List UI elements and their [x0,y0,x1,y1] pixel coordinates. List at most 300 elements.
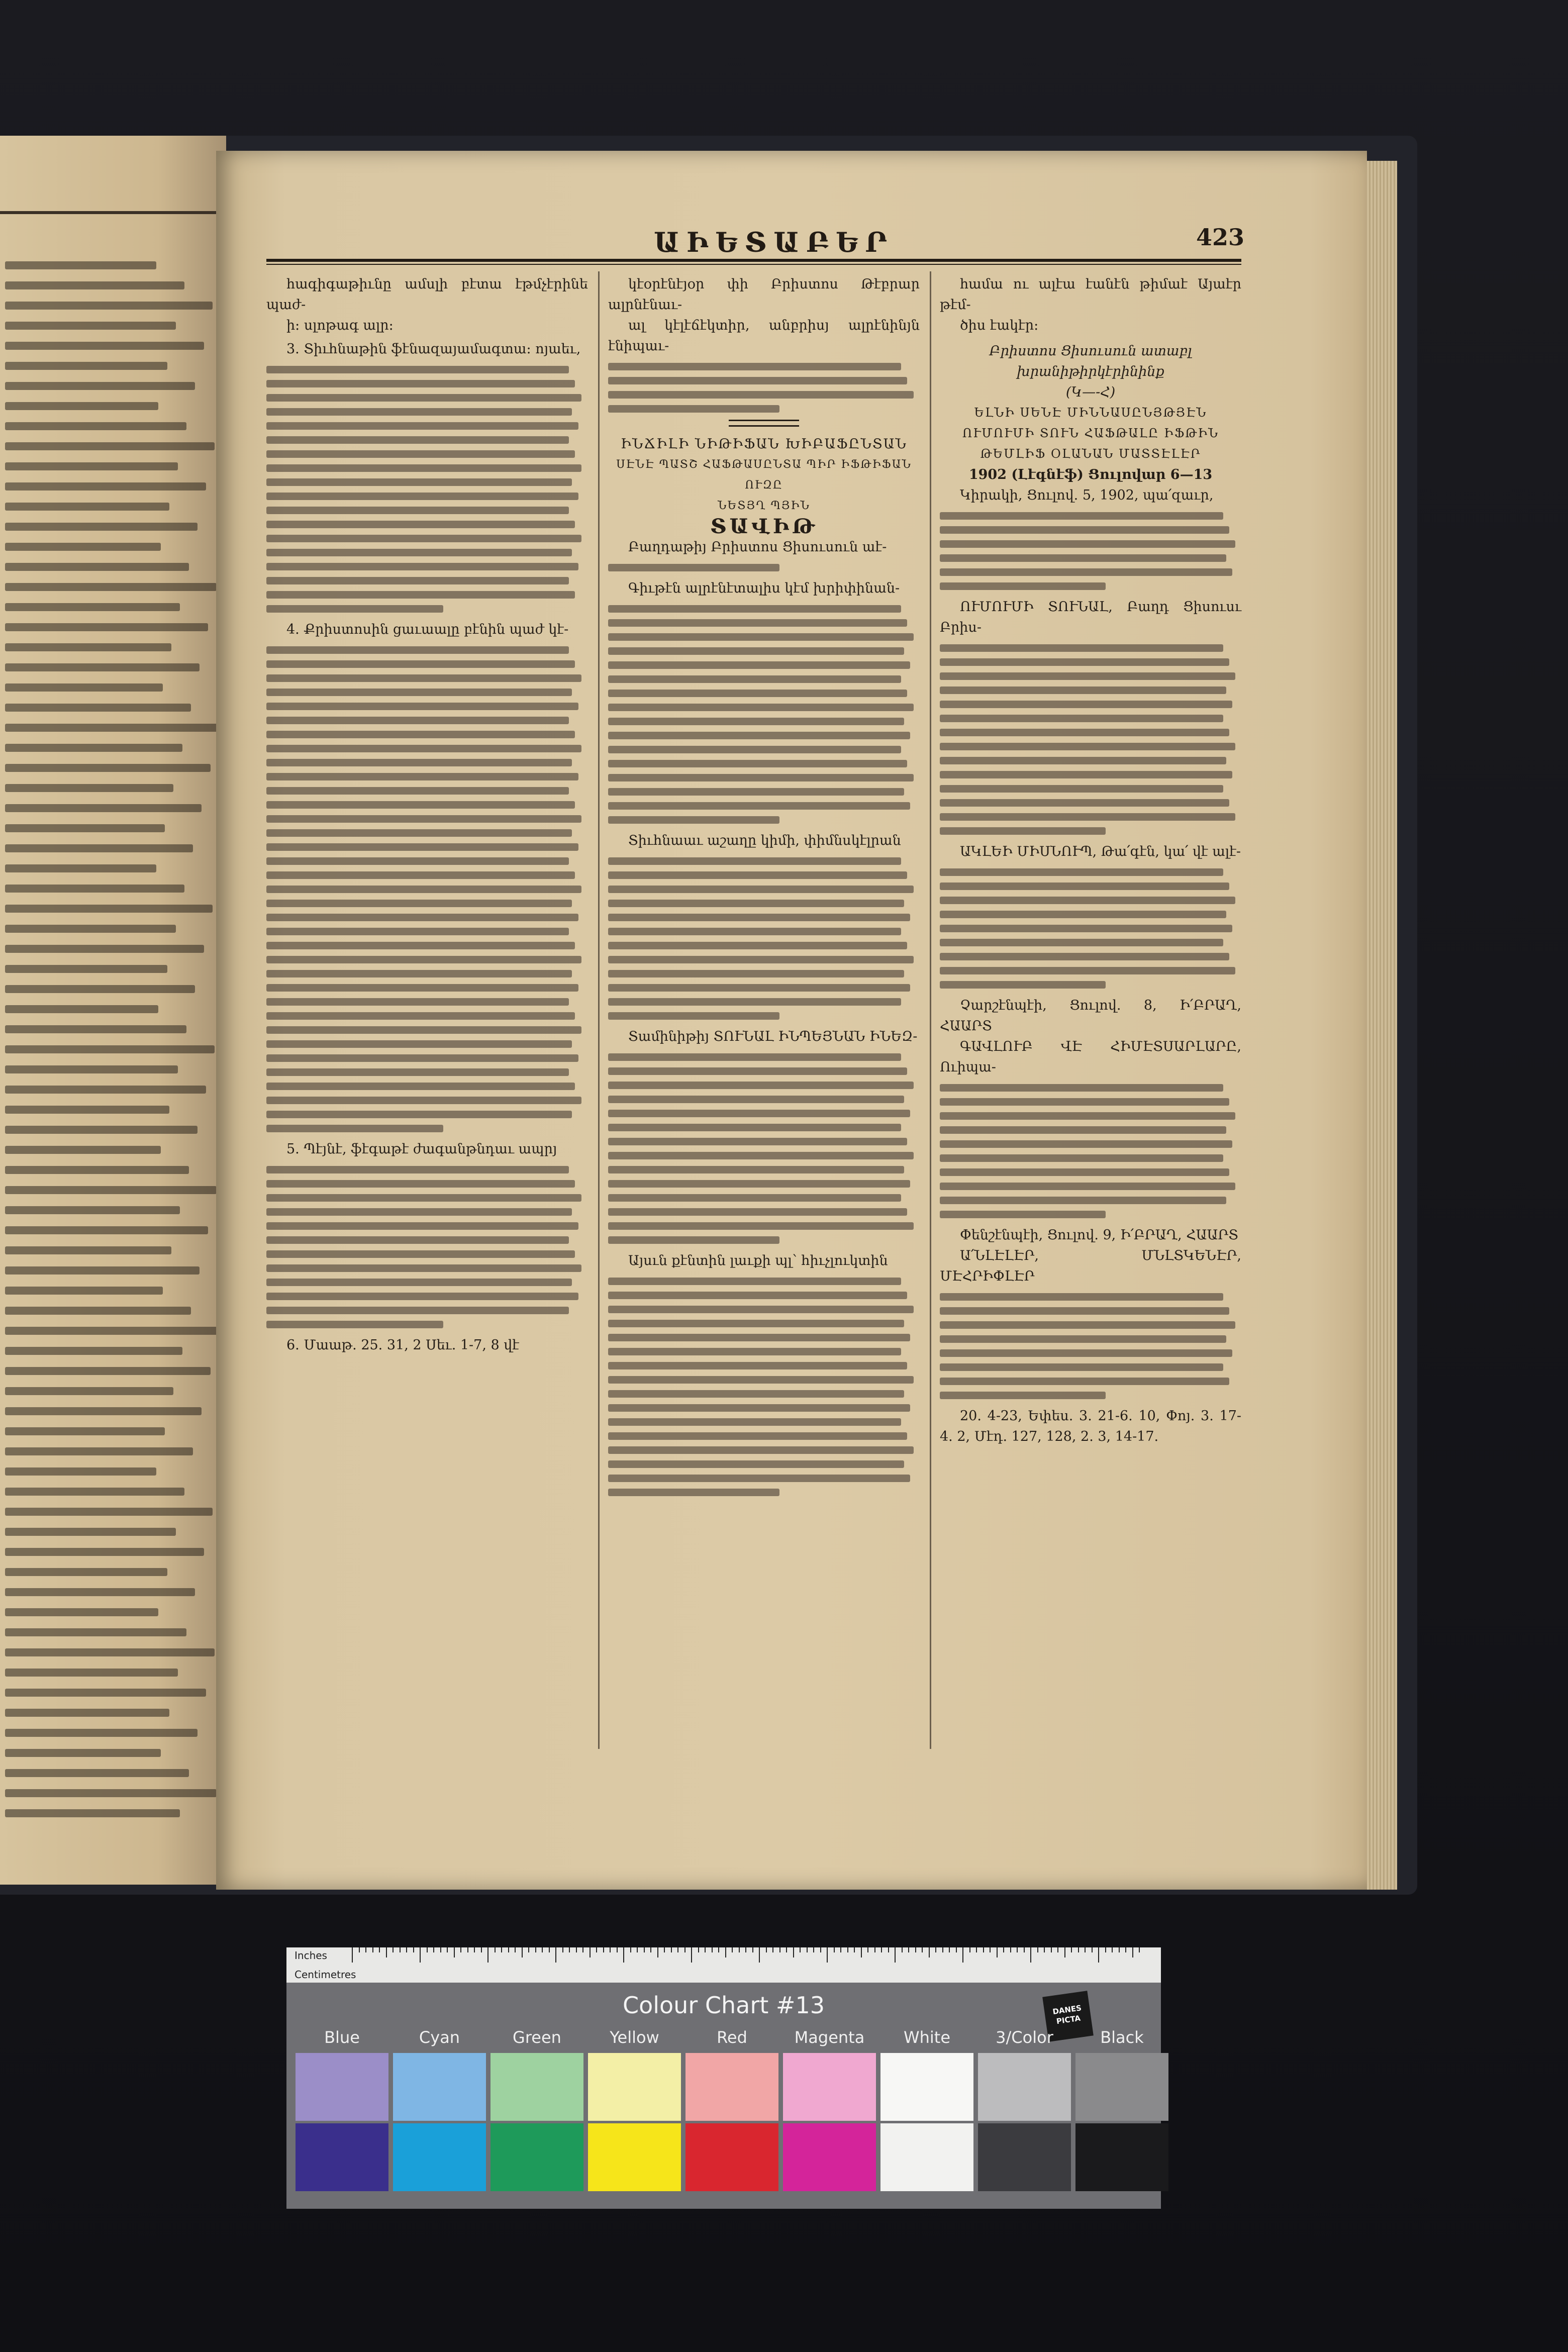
text-line [940,981,1106,989]
header-rule [266,259,1241,262]
text-line [266,829,572,837]
text-line [608,788,904,796]
text-line [5,1769,189,1777]
header-rule-thin [266,264,1241,265]
text-line [266,1293,578,1300]
ruler-tick [630,1947,631,1952]
text-line [608,647,904,655]
body-text-block [608,857,920,1020]
text-line [5,1648,215,1656]
text-line [266,1307,569,1314]
text-line [5,704,191,712]
running-title: ԱԻԵՏԱԲԵՐ [653,226,895,258]
ruler-tick [1051,1947,1052,1952]
text-line [5,482,206,491]
ruler-tick [1003,1947,1004,1952]
swatch-light [1075,2053,1168,2121]
text-line [940,757,1226,764]
body-text-block [266,1166,588,1328]
ruler-tick [623,1947,624,1963]
text-line [608,1320,904,1327]
ruler-tick [915,1947,916,1952]
text-line [5,523,198,531]
text-line [5,503,169,511]
swatch-light [978,2053,1071,2121]
ruler-tick [569,1947,570,1952]
text-line [5,1126,198,1134]
text-line [266,464,581,472]
text-line [266,450,575,458]
text-line [266,563,578,570]
text-line [266,646,569,654]
text-line [608,1404,910,1412]
text-line [5,1508,213,1516]
text-line [5,1709,169,1717]
ruler-tick [528,1947,529,1952]
swatch-dark [880,2123,973,2191]
text-line [608,1362,907,1369]
text-line [5,1588,195,1596]
text-line [266,478,572,486]
swatch-label: 3/Color [996,2028,1053,2047]
text-line [5,1467,156,1476]
ruler-tick [1017,1947,1018,1952]
text-line [608,1180,910,1188]
text-line [266,970,572,977]
text-line [266,857,569,865]
text-line [266,1097,581,1104]
text-line [608,1334,910,1341]
paragraph: Փենշէնպէի, Ցուլով. 9, Ի՛ԲՐԱՂ, ՀԱԱՐՏ [960,1227,1239,1243]
text-line [266,591,575,599]
text-line [608,1110,910,1117]
swatch-label: Yellow [610,2028,659,2047]
body-text-block [940,1293,1241,1399]
logo-text: DANES PICTA [1052,2003,1082,2026]
text-line [608,1418,901,1426]
swatch-light [393,2053,486,2121]
body-text-block [266,366,588,613]
text-line [266,731,575,738]
text-line [608,1475,910,1482]
ruler-tick [888,1947,889,1952]
text-line [940,687,1226,694]
text-line [608,1012,779,1020]
text-line [940,1363,1223,1371]
ruler-tick [956,1947,957,1952]
ruler-tick [725,1947,726,1957]
text-line [940,953,1229,960]
ruler-tick [576,1947,577,1952]
ruler-tick [1010,1947,1011,1952]
ruler-cm-label: Centimetres [295,1969,356,1981]
text-line [266,436,569,444]
ruler-tick [637,1947,638,1952]
text-line [608,633,914,641]
swatch-dark [783,2123,876,2191]
section-subtitle: խրանիթիրկէրինինք [1017,364,1164,379]
swatch-light [783,2053,876,2121]
ruler-tick [400,1947,401,1952]
text-line [5,362,167,370]
text-line [940,582,1106,590]
text-line [266,577,569,584]
ruler-tick [359,1947,360,1952]
swatch-light [880,2053,973,2121]
swatch-label: Cyan [419,2028,460,2047]
text-line [940,1293,1223,1301]
text-line [266,956,581,963]
ruler-tick [922,1947,923,1952]
text-line [266,815,581,823]
text-line [608,956,914,963]
text-line [266,1321,443,1328]
text-line [5,965,167,973]
text-line [940,644,1223,652]
text-line [266,717,569,724]
section-heading: ԻՆՃԻԼԻ ՆԻԹԻՖԱՆ ԽԻԲԱՖԸՆՏԱՆ [621,436,907,452]
text-line [608,363,901,370]
ruler-tick [976,1947,977,1952]
text-line [608,690,907,697]
left-page [0,136,226,1885]
page-number: 423 [1196,224,1245,251]
text-line [266,914,578,921]
text-line [5,462,178,470]
text-line [940,925,1232,932]
text-line [5,1045,215,1053]
text-line [5,1488,184,1496]
text-line [940,540,1235,548]
column-divider [598,271,600,1749]
ruler-tick [997,1947,998,1957]
text-line [5,1407,202,1415]
text-line [608,1194,901,1202]
ruler-tick [779,1947,780,1952]
text-line [266,843,578,851]
text-line [940,785,1223,793]
paragraph: 4. Քրիստոսին ցաւաալը բէնին պաժ կէ- [286,622,569,637]
text-line [5,784,173,792]
ruler-tick [1037,1947,1038,1952]
text-line [5,1186,217,1194]
text-line [608,732,910,739]
text-line [266,1208,572,1216]
text-line [5,925,176,933]
text-line [5,382,195,390]
text-line [266,493,578,500]
text-line [266,1054,578,1062]
date-range: 1902 (Լէգնէֆ) Ցուլովար 6—13 [968,467,1213,482]
body-text-block [608,1053,920,1244]
ruler-tick [935,1947,936,1952]
text-line [266,1236,569,1244]
text-line [608,1432,907,1440]
text-line [940,568,1232,576]
text-line [266,1250,575,1258]
body-text-block [940,868,1241,989]
text-line [940,554,1226,562]
text-line [266,422,578,430]
text-line [940,1211,1106,1218]
ruler-tick [1119,1947,1120,1952]
ruler-tick [420,1947,421,1963]
paragraph: Կիրակի, Ցուլով. 5, 1902, պա՛զաւր, [960,487,1214,503]
ruler-tick [1132,1947,1133,1957]
ruler-tick [786,1947,787,1952]
text-line [608,1306,914,1313]
ruler-tick [447,1947,448,1952]
ruler-tick [508,1947,509,1952]
text-line [940,827,1106,835]
ruler-tick [474,1947,475,1952]
ruler-tick [1071,1947,1072,1952]
text-line [266,1068,569,1076]
ruler-tick [487,1947,488,1963]
text-line [266,521,575,528]
ruler-tick [379,1947,380,1952]
text-line [5,643,171,651]
column-divider [930,271,931,1749]
section-heading: ՈՒՄՈՒՄԻ ՏՈՒՆ ՀԱՖԹԱԼԸ ԻՖԹԻՆ [962,426,1219,440]
ruler-tick [501,1947,502,1952]
ruler-tick [732,1947,733,1952]
text-line [608,564,779,571]
swatch-label: Red [717,2028,747,2047]
ruler-tick [352,1947,353,1963]
text-line [608,1208,907,1216]
ruler-tick [542,1947,543,1952]
section-subtitle: (Կ—-Հ) [1065,384,1116,400]
text-line [940,1378,1229,1385]
ruler-tick [949,1947,950,1952]
text-line [608,942,907,949]
text-line [940,1084,1223,1092]
ruler-tick [820,1947,821,1952]
text-line [608,1222,914,1230]
ruler-tick [861,1947,862,1957]
paragraph: ալ կէլէճէկտիր, անբրիսյ ալրէնինյն էնիպաւ- [608,318,920,354]
ruler-tick [406,1947,407,1952]
text-line [266,660,575,668]
body-text-block [940,512,1241,590]
text-line [608,816,779,824]
text-line [266,886,581,893]
paragraph: Այսւն քէնտին լաւքի պլ՝ հիւչլուկտին [628,1253,888,1268]
section-subheading: ՍԷՆԷ ՊԱՏՇ ՀԱՖԹԱՍԸՆՏԱ ՊԻՐ ԻՖԹԻՖԱՆ ՈՒԶԸ [616,458,912,492]
text-line [608,928,901,935]
paragraph: ՈՒՄՈՒՄԻ ՏՈՒՆԱԼ, Բաղդ Ցիսուսւ Բրիս- [940,599,1241,635]
ruler-tick [759,1947,760,1963]
text-line [940,743,1235,750]
ruler-tick [800,1947,801,1952]
text-line [5,1005,158,1013]
ruler-tick [549,1947,550,1952]
ruler-tick [1105,1947,1106,1952]
body-text-block [608,564,920,571]
ruler-tick [834,1947,835,1952]
ruler-tick [1030,1947,1031,1963]
text-line [5,1427,165,1435]
text-line [608,704,914,711]
text-line [5,1065,178,1073]
ruler-tick [677,1947,678,1952]
text-line [266,928,569,935]
text-line [5,1307,191,1315]
ruler-tick [644,1947,645,1952]
text-line [5,1146,161,1154]
ruler-tick [874,1947,875,1952]
swatch-label: Blue [324,2028,360,2047]
ruler-tick [1112,1947,1113,1952]
text-line [266,394,581,402]
swatch-dark [685,2123,778,2191]
text-line [266,1222,578,1230]
text-line [940,1168,1229,1176]
text-line [608,857,901,865]
ruler-tick [460,1947,461,1952]
text-line [266,900,572,907]
text-line [5,864,156,872]
ruler-tick [847,1947,848,1952]
ruler-tick [705,1947,706,1952]
text-line [5,1387,173,1395]
paragraph: ԳԱՎԼՈՒԲ ՎԷ ՀԻՄԷՏՍԱՐԼԱՐԸ, Ուիպա- [940,1039,1241,1075]
text-line [608,1236,779,1244]
ruler-tick [962,1947,963,1963]
text-line [266,1040,572,1048]
ruler-tick [610,1947,611,1952]
text-line [5,1106,169,1114]
ruler-tick [515,1947,516,1952]
text-line [266,759,572,766]
text-line [266,408,572,416]
text-line [608,661,910,669]
text-line [940,1112,1235,1120]
swatch-dark [978,2123,1071,2191]
swatch-label: Black [1100,2028,1144,2047]
ruler-tick [562,1947,563,1952]
text-line [266,1125,443,1132]
text-line [5,281,184,289]
page-edges [1367,161,1397,1890]
text-line [5,1789,217,1797]
ruler-tick [813,1947,814,1952]
text-line [5,302,213,310]
swatch-dark [588,2123,681,2191]
text-line [940,1307,1229,1315]
text-line [608,871,907,879]
text-line [608,1390,904,1398]
text-line [5,1809,180,1817]
ruler-tick [433,1947,434,1952]
body-text-block [608,1278,920,1496]
column-1 [266,274,588,1355]
ruler-tick [440,1947,441,1952]
text-line [5,1266,200,1275]
left-header-rule [0,211,226,214]
ruler-tick [590,1947,591,1957]
chart-title: Colour Chart #13 [623,1992,825,2019]
text-line [266,507,569,514]
text-line [266,1194,581,1202]
text-line [5,1246,171,1254]
text-line [608,1152,914,1159]
running-head [271,226,1277,261]
text-line [940,1098,1229,1106]
text-line [266,745,581,752]
swatch-dark [491,2123,583,2191]
paragraph: Տամինիթիյ ՏՈՒՆԱԼ ԻՆՊԵՅՆԱՆ ԻՆԵԶ- [628,1029,918,1044]
ruler [286,1947,1161,1983]
ruler-tick [393,1947,394,1952]
ruler-tick [1139,1947,1140,1952]
ruler-tick [712,1947,713,1952]
text-line [266,1026,581,1034]
text-line [266,1264,581,1272]
paragraph: ծիս էակէր։ [960,318,1039,333]
text-line [266,942,575,949]
text-line [5,1206,180,1214]
text-line [5,1749,161,1757]
ruler-tick [454,1947,455,1957]
ruler-tick [1085,1947,1086,1952]
swatch-light [588,2053,681,2121]
paragraph: ԱԿԼԵԻ ՄԻՍՆՈՒՊ, Թա՛գէն, կա՛ վէ ալէ- [960,844,1241,859]
text-line [5,543,161,551]
text-line [5,744,182,752]
text-line [5,764,211,772]
ruler-tick [1092,1947,1093,1952]
swatch-dark [1075,2123,1168,2191]
text-line [608,774,914,781]
text-line [608,605,901,613]
text-line [940,658,1229,666]
ruler-tick [807,1947,808,1952]
text-line [266,1083,575,1090]
text-line [5,1287,163,1295]
text-line [608,1096,904,1103]
ruler-tick [495,1947,496,1952]
paragraph: Տիւհնաաւ աշաղը կիմի, փիմնսկէլրան [628,833,901,848]
ruler-tick [650,1947,651,1952]
text-line [608,718,904,725]
paragraph: համա ու ալէա էանէն թիմաէ Այաէր թէմ- [940,276,1241,313]
text-line [5,1347,182,1355]
ruler-tick [902,1947,903,1952]
text-line [940,771,1232,778]
text-line [5,322,176,330]
text-line [5,342,204,350]
colour-chart [286,1947,1161,2209]
text-line [608,1292,907,1299]
text-line [5,261,156,269]
text-line [266,1166,569,1173]
ruler-tick [1064,1947,1065,1957]
ruler-tick [881,1947,882,1952]
text-line [608,675,901,683]
text-line [5,1367,211,1375]
ruler-tick [739,1947,740,1952]
text-line [940,868,1223,876]
swatch-dark [296,2123,388,2191]
ruler-tick [1098,1947,1099,1963]
text-line [940,1140,1232,1148]
text-line [5,905,213,913]
ruler-tick [671,1947,672,1952]
body-text-block [608,363,920,413]
paragraph: 5. Պէյնէ, ֆէգաթէ ժագանթնդաւ ապրյ [286,1141,557,1157]
